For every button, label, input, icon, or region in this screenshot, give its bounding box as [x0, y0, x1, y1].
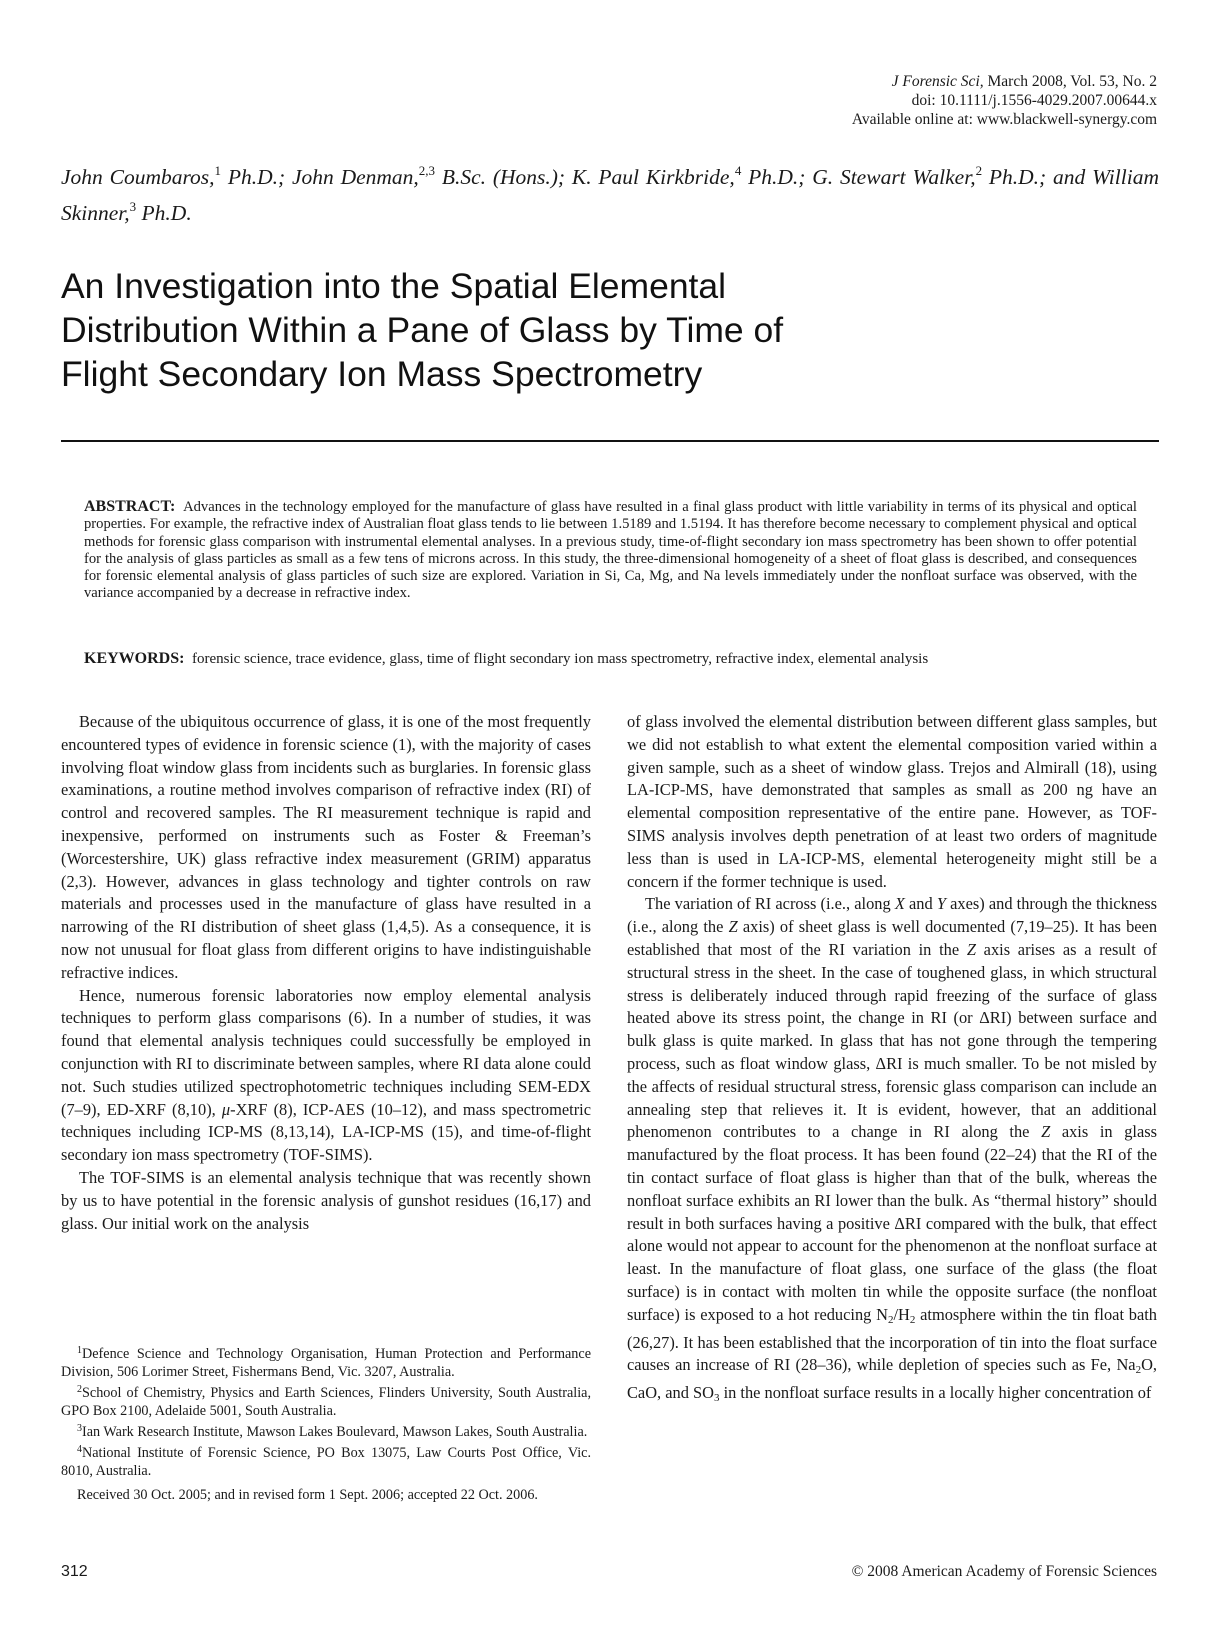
author-list — [61, 156, 1159, 228]
affiliation-footnotes — [61, 1342, 591, 1504]
keywords-text: forensic science, trace evidence, glass, time of flight secondary ion mass spectrometry, refractive index, elemental analysis — [191, 651, 929, 667]
footnote-text: Ian Wark Research Institute, Mawson Lakes Boulevard, Mawson Lakes, South Australia. — [82, 1424, 588, 1440]
journal-name: J Forensic Sci, — [891, 73, 984, 90]
keywords — [84, 650, 1137, 668]
journal-issue: March 2008, Vol. 53, No. 2 — [983, 73, 1157, 90]
author-name: G. Stewart Walker, — [812, 165, 976, 189]
abstract — [84, 498, 1137, 603]
copyright-notice: © 2008 American Academy of Forensic Sciences — [851, 1563, 1157, 1580]
body-text: atmosphere within the tin float bath (26,27). It has been established that the incorporation of tin into the float surface causes an increase of RI (28–36), while depletion of species such as Fe, Na — [627, 1304, 1157, 1375]
footnote-marker: 2 — [77, 1384, 82, 1395]
body-text: Hence, numerous forensic laboratories now employ elemental analysis techniques to perform glass comparisons (6). In a number of studies, it was found that elemental analysis techniques could successfully be employed in conjunction with RI to discriminate between samples, where RI data alone could not. Such studies utilized spectrophotometric techniques including SEM-EDX (7–9), ED-XRF (8,10), — [61, 985, 591, 1119]
body-text: -XRF (8), ICP-AES (10–12), and mass spectrometric techniques including ICP-MS (8,13,14), LA-ICP-MS (15), and time-of-flight secondary ion mass spectrometry (TOF-SIMS). — [61, 1099, 591, 1165]
footnote — [61, 1420, 591, 1441]
affiliation-marker: 2,3 — [418, 163, 436, 178]
body-text: in the nonfloat surface results in a locally higher concentration of — [719, 1383, 1152, 1403]
body-paragraph: of glass involved the elemental distribution between different glass samples, but we did not establish to what extent the elemental composition varied within a given sample, such as a sheet of window glass. Trejos and Almirall (18), using LA-ICP-MS, have demonstrated that samples as small as 200 ng have an elemental composition representative of the entire pane. However, as TOF-SIMS analysis involves depth penetration of at least two orders of magnitude less than is used in LA-ICP-MS, elemental heterogeneity might still be a concern if the former technique is used. — [627, 712, 1157, 891]
body-text: and — [904, 894, 937, 914]
journal-header — [852, 72, 1157, 129]
body-column-left — [61, 711, 591, 1235]
received-dates: Received 30 Oct. 2005; and in revised form 1 Sept. 2006; accepted 22 Oct. 2006. — [77, 1487, 538, 1503]
body-text: axis arises as a result of structural stress in the sheet. In the case of toughened glass, in which structural stress is deliberately induced through rapid freezing of the surface of glass heated above its stress point, the change in RI (or ΔRI) between surface and bulk glass is quite marked. In glass that has not gone through the tempering process, such as float window glass, ΔRI is much smaller. To be not misled by the affects of residual structural stress, forensic glass comparison can include an annealing step that relieves it. It is evident, however, that an additional phenomenon contributes to a change in RI along the — [627, 939, 1157, 1142]
author-name: John Coumbaros, — [61, 165, 215, 189]
author-name: John Denman, — [291, 165, 419, 189]
title-line: Distribution Within a Pane of Glass by Time of — [61, 310, 784, 350]
page-number: 312 — [61, 1563, 88, 1580]
author-degree: Ph.D.; — [741, 165, 813, 189]
affiliation-marker: 4 — [734, 163, 742, 178]
body-text: axis) of sheet glass is well documented (7,19–25). It has been established that most of the RI variation in the — [627, 917, 1158, 959]
body-text: axes) and through the thickness (i.e., along the — [627, 894, 1157, 937]
paper-title — [61, 264, 921, 396]
affiliation-marker: 2 — [975, 163, 983, 178]
author-name: William Skinner, — [61, 165, 1159, 225]
title-line: Flight Secondary Ion Mass Spectrometry — [61, 354, 703, 394]
abstract-text: Advances in the technology employed for the manufacture of glass have resulted in a final glass product with little variability in terms of its physical and optical properties. For example, the refractive index of Australian float glass tends to lie between 1.5189 and 1.5194. It has therefore become necessary to complement physical and optical methods for forensic glass comparison with instrumental elemental analyses. In a previous study, time-of-flight secondary ion mass spectrometry has been shown to offer potential for the analysis of glass particles as small as a few tens of microns across. In this study, the three-dimensional homogeneity of a sheet of float glass is described, and consequences for forensic elemental analysis of glass particles of such size are explored. Variation in Si, Ca, Mg, and Na levels immediately under the nonfloat surface was observed, with the variance accompanied by a decrease in refractive index. — [84, 499, 1137, 602]
author-degree: Ph.D.; and — [982, 165, 1093, 189]
journal-availability: Available online at: www.blackwell-synergy.com — [851, 111, 1157, 128]
keywords-label: KEYWORDS: — [84, 650, 185, 667]
body-text: The variation of RI across (i.e., along — [645, 894, 895, 914]
body-text: /H — [893, 1304, 910, 1324]
body-column-right — [627, 711, 1157, 1410]
title-divider — [61, 440, 1159, 442]
footnote-text: National Institute of Forensic Science, PO Box 13075, Law Courts Post Office, Vic. 8010, Australia. — [61, 1445, 591, 1479]
footnote-marker: 3 — [77, 1423, 82, 1434]
footnote — [61, 1342, 591, 1381]
body-paragraph: The TOF-SIMS is an elemental analysis technique that was recently shown by us to have potential in the forensic analysis of gunshot residues (16,17) and glass. Our initial work on the analysis — [61, 1167, 591, 1233]
title-line: An Investigation into the Spatial Elemental — [61, 266, 727, 306]
affiliation-marker: 3 — [129, 199, 137, 214]
journal-doi: doi: 10.1111/j.1556-4029.2007.00644.x — [911, 92, 1157, 109]
body-paragraph — [627, 893, 1157, 1410]
axis-variable: Y — [936, 894, 946, 914]
author-degree: B.Sc. (Hons.); — [435, 165, 572, 189]
footnote-text: School of Chemistry, Physics and Earth Sciences, Flinders University, South Australia, GPO Box 2100, Adelaide 5001, South Australia. — [61, 1385, 591, 1419]
body-paragraph: Because of the ubiquitous occurrence of glass, it is one of the most frequently encountered types of evidence in forensic science (1), with the majority of cases involving float window glass from incidents such as burglaries. In forensic glass examinations, a routine method involves comparison of refractive index (RI) of control and recovered samples. The RI measurement technique is rapid and inexpensive, performed on instruments such as Foster & Freeman’s (Worcestershire, UK) glass refractive index measurement (GRIM) apparatus (2,3). However, advances in glass technology and tighter controls on raw materials and processes used in the manufacture of glass have resulted in a narrowing of the RI distribution of sheet glass (1,4,5). As a consequence, it is now not unusual for float glass from different origins to have indistinguishable refractive indices. — [61, 712, 591, 982]
axis-variable: X — [894, 894, 905, 914]
footnote-marker: 4 — [77, 1444, 82, 1455]
axis-variable: Z — [728, 917, 738, 937]
affiliation-marker: 1 — [214, 163, 222, 178]
subscript: 2 — [1135, 1364, 1142, 1377]
body-paragraph — [61, 985, 591, 1167]
footnote — [61, 1441, 591, 1480]
axis-variable: Z — [1041, 1122, 1051, 1142]
axis-variable: Z — [966, 939, 976, 959]
abstract-label: ABSTRACT: — [84, 498, 176, 515]
subscript: 2 — [887, 1313, 894, 1326]
footnote — [61, 1381, 591, 1420]
subscript: 3 — [713, 1392, 720, 1405]
author-degree: Ph.D. — [136, 201, 192, 225]
mu-symbol: μ — [221, 1099, 231, 1119]
author-name: K. Paul Kirkbride, — [571, 165, 735, 189]
body-text: O, CaO, and SO — [627, 1355, 1157, 1403]
footnote-text: Defence Science and Technology Organisation, Human Protection and Performance Division, 506 Lorimer Street, Fishermans Bend, Vic. 3207, Australia. — [61, 1346, 591, 1380]
subscript: 2 — [909, 1313, 916, 1326]
author-degree: Ph.D.; — [221, 165, 292, 189]
body-text: axis in glass manufactured by the float process. It has been found (22–24) that the RI of the tin contact surface of float glass is higher than that of the bulk, whereas the nonfloat surface exhibits an RI lower than the bulk. As “thermal history” should result in both surfaces having a positive ΔRI compared with the bulk, that effect alone would not appear to account for the phenomenon at the nonfloat surface at least. In the manufacture of float glass, one surface of the glass (the float surface) is in contact with molten tin while the opposite surface (the nonfloat surface) is exposed to a hot reducing N — [627, 1122, 1157, 1324]
footnote-marker: 1 — [77, 1345, 82, 1356]
journal-citation — [852, 72, 1157, 91]
